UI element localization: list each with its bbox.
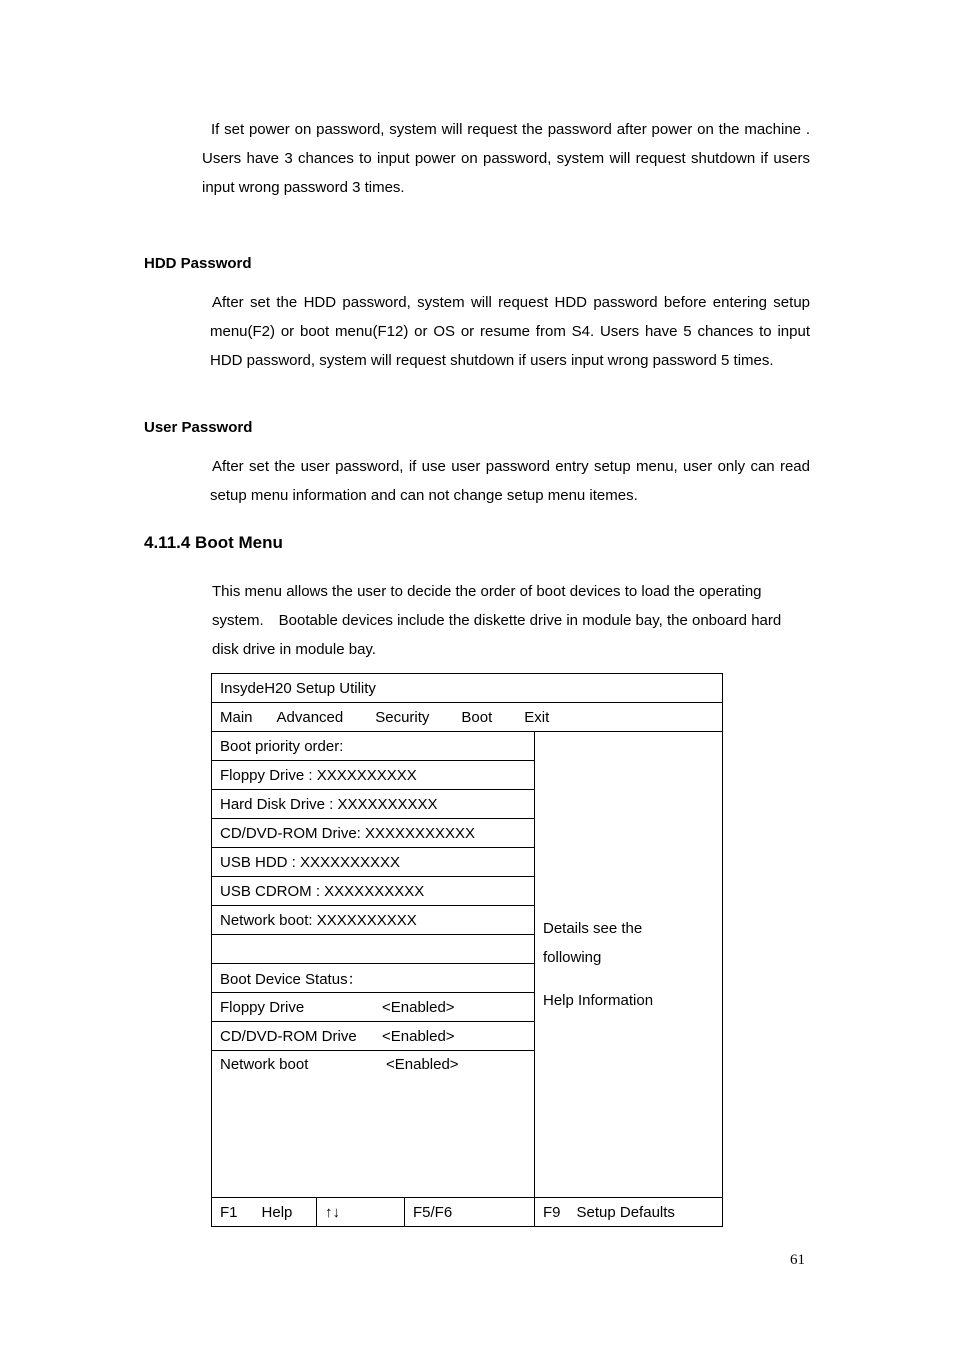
- menu-boot[interactable]: Boot: [461, 708, 493, 726]
- help-line-2: following: [543, 949, 602, 966]
- status-device-value: <Enabled>: [382, 998, 455, 1016]
- boot-order-item[interactable]: Network boot: XXXXXXXXXX: [212, 906, 535, 935]
- menu-security[interactable]: Security: [375, 708, 430, 726]
- boot-order-item[interactable]: Hard Disk Drive : XXXXXXXXXX: [212, 790, 535, 819]
- status-device-name: Network boot: [220, 1056, 309, 1073]
- boot-priority-label: Boot priority order:: [212, 732, 535, 761]
- status-device-name: CD/DVD-ROM Drive: [220, 1027, 357, 1045]
- footer-f5f6: F5/F6: [405, 1198, 535, 1227]
- boot-order-item[interactable]: USB CDROM : XXXXXXXXXX: [212, 877, 535, 906]
- status-row-cddvd[interactable]: [212, 1022, 535, 1051]
- footer-f1-help: [212, 1198, 317, 1227]
- boot-order-item[interactable]: USB HDD : XXXXXXXXXX: [212, 848, 535, 877]
- help-panel: [535, 732, 723, 1198]
- bios-title: InsydeH20 Setup Utility: [212, 674, 723, 703]
- status-row-floppy[interactable]: [212, 993, 535, 1022]
- footer-f9-key: F9: [543, 1203, 561, 1221]
- help-line-3: Help Information: [543, 992, 654, 1009]
- boot-order-item[interactable]: CD/DVD-ROM Drive: XXXXXXXXXXX: [212, 819, 535, 848]
- boot-menu-heading: 4.11.4 Boot Menu: [144, 533, 283, 552]
- menu-exit[interactable]: Exit: [524, 708, 550, 726]
- footer-f1-key: F1: [220, 1203, 238, 1221]
- menu-advanced[interactable]: Advanced: [276, 708, 344, 726]
- status-device-value: <Enabled>: [382, 1027, 455, 1045]
- hdd-password-heading: HDD Password: [144, 255, 252, 272]
- status-device-value: <Enabled>: [386, 1056, 459, 1073]
- hdd-password-paragraph: After set the HDD password, system will request HDD password before entering setup menu(F2) or boot menu(F12) or OS or resume from S4. Users have 5 chances to input HDD password, system will request shutdown if users input wrong password 5 times.: [210, 294, 810, 369]
- boot-device-status-label: Boot Device Status：: [212, 964, 535, 993]
- user-password-paragraph: After set the user password, if use user password entry setup menu, user only can read setup menu information and can not change setup menu itemes.: [210, 458, 810, 504]
- boot-menu-intro-paragraph: This menu allows the user to decide the order of boot devices to load the operating system. Bootable devices include the diskette drive in module bay, the onboard hard disk drive in module bay.: [212, 583, 782, 658]
- boot-order-item[interactable]: Floppy Drive : XXXXXXXXXX: [212, 761, 535, 790]
- blank-row: [212, 935, 535, 964]
- menu-main[interactable]: Main: [220, 708, 253, 726]
- bios-menu-bar: [212, 703, 723, 732]
- status-row-network[interactable]: [212, 1051, 535, 1198]
- footer-f9-defaults: [535, 1198, 723, 1227]
- power-on-password-paragraph: If set power on password, system will request the password after power on the machine . Users have 3 chances to input power on password, system will request shutdown if users input wrong password 3 times.: [202, 121, 810, 196]
- footer-help-label: Help: [261, 1203, 293, 1221]
- status-device-name: Floppy Drive: [220, 998, 305, 1016]
- footer-defaults-label: Setup Defaults: [576, 1203, 675, 1221]
- page-number: 61: [790, 1252, 805, 1268]
- bios-setup-table: [211, 673, 723, 1227]
- user-password-heading: User Password: [144, 419, 253, 436]
- footer-arrows: ↑↓: [317, 1198, 405, 1227]
- help-line-1: Details see the: [543, 920, 643, 937]
